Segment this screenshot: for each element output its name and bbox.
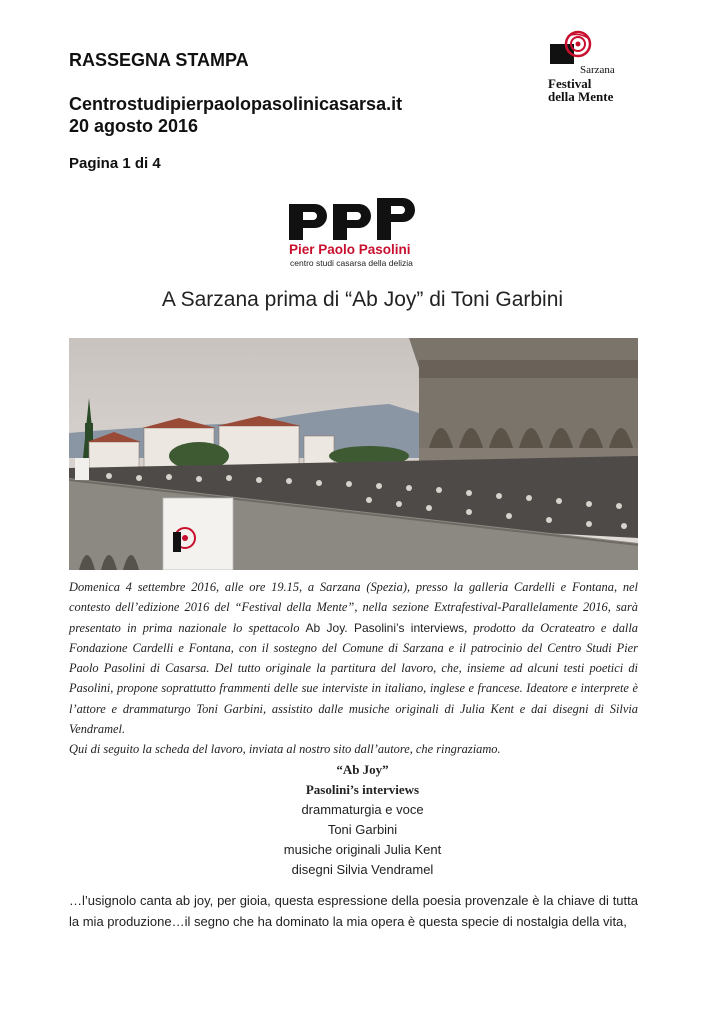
article-headline: A Sarzana prima di “Ab Joy” di Toni Garbini xyxy=(161,288,564,311)
ppp-logo-name: Pier Paolo Pasolini xyxy=(289,242,411,257)
event-photo xyxy=(69,338,638,570)
photo-caption xyxy=(69,577,638,760)
festival-logo-mark-icon xyxy=(548,30,648,66)
document-heading: RASSEGNA STAMPA xyxy=(69,50,249,70)
caption-text-part-2: , prodotto da Ocrateatro e dalla Fondazione Cardelli e Fontana, con il sostegno del Comune di Sarzana e il patrocinio del Centro Studi Pier Paolo Pasolini di Casarsa. Del tutto originale la partitura del lavoro, che, insieme ad alcuni testi poetici di Pasolini, propone soprattutto frammenti delle sue interviste in italiano, inglese e francese. Ideatore e interprete è l’attore e drammaturgo Toni Garbini, assistito dalle musiche originali di Julia Kent e dai disegni di Silvia Vendramel. xyxy=(69,620,638,737)
festival-logo-line-1: Sarzana xyxy=(580,64,615,76)
fortress-audience-photo xyxy=(69,338,638,570)
credits-line: Toni Garbini xyxy=(327,822,398,837)
credits-subtitle: Pasolini’s interviews xyxy=(305,782,420,797)
caption-text-part-1: Domenica 4 settembre 2016, alle ore 19.15, a Sarzana (Spezia), presso la galleria Cardelli e Fontana, nel contesto dell’edizione 2016 del “Festival della Mente”, nella sezione Extrafestival-Parallelamente 2016, sarà presentato in prima nazionale lo spettacolo xyxy=(69,580,638,635)
caption-show-title: Ab Joy. Pasolini’s interviews xyxy=(305,620,465,635)
ppp-logo-subtitle: centro studi casarsa della delizia xyxy=(290,258,413,268)
article-body: …l’usignolo canta ab joy, per gioia, questa espressione della poesia provenzale è la chiave di tutta la mia produzione…il segno che ha dominato la mia opera è questa specie di nostalgia della vita, xyxy=(69,893,638,929)
festival-logo-line-3: della Mente xyxy=(548,89,614,104)
pasolini-centro-studi-logo xyxy=(287,198,427,270)
source-site: Centrostudipierpaolopasolinicasarsa.it xyxy=(69,94,403,114)
ppp-letters-icon xyxy=(287,198,427,242)
page-number: Pagina 1 di 4 xyxy=(69,155,161,172)
source-and-date xyxy=(69,93,402,137)
show-credits xyxy=(0,760,725,880)
credits-title: “Ab Joy” xyxy=(336,762,389,777)
festival-della-mente-logo xyxy=(548,30,648,110)
publication-date: 20 agosto 2016 xyxy=(69,116,199,136)
credits-line: drammaturgia e voce xyxy=(301,802,424,817)
credits-line: disegni Silvia Vendramel xyxy=(291,862,434,877)
festival-logo-line-2: Festival xyxy=(548,76,592,91)
credits-line: musiche originali Julia Kent xyxy=(283,842,442,857)
caption-text-part-3: Qui di seguito la scheda del lavoro, inviata al nostro sito dall’autore, che ringraziamo. xyxy=(69,742,501,757)
